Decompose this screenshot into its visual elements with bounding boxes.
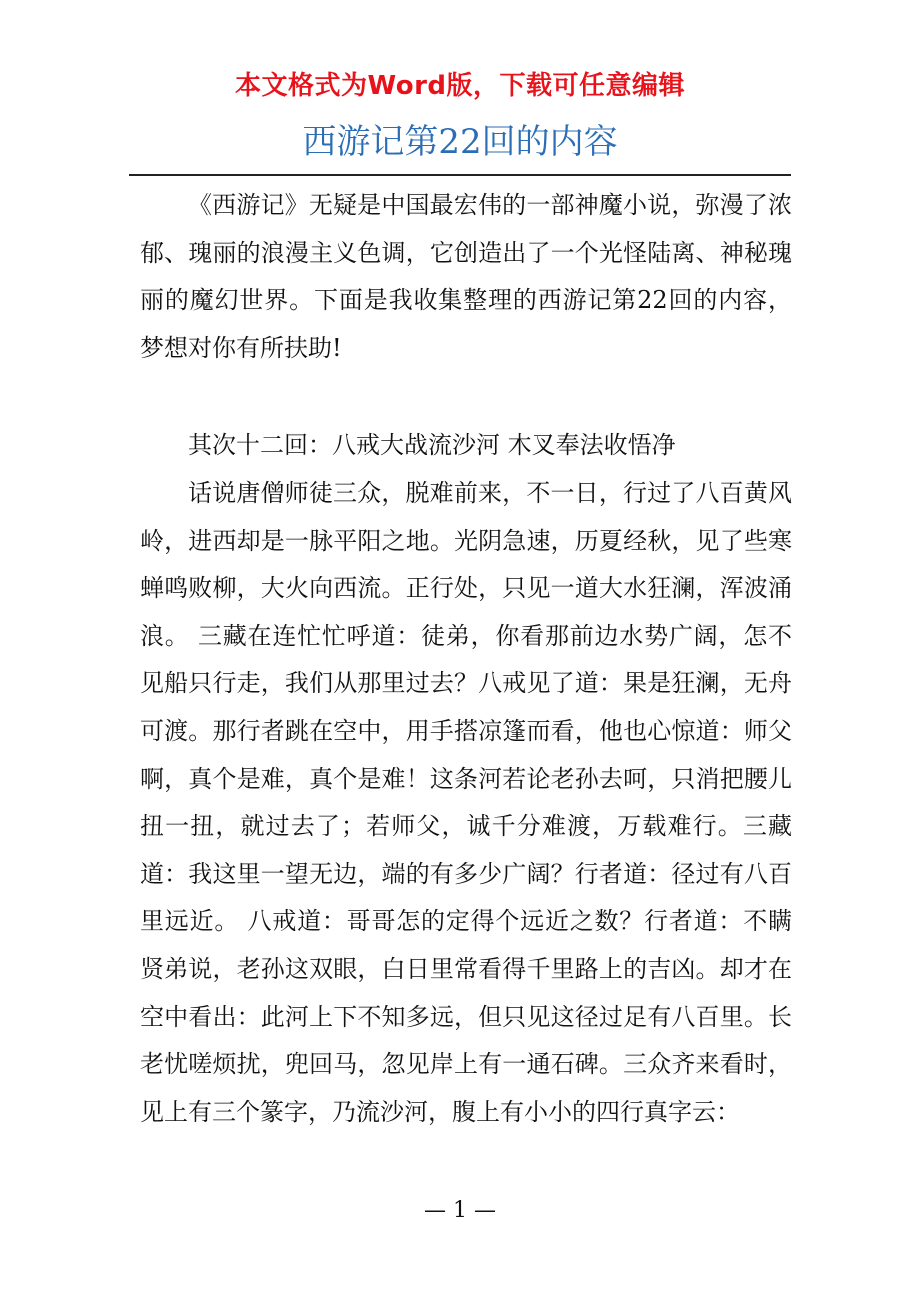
page-number: — 1 — [424, 1198, 496, 1223]
header-divider [129, 174, 791, 176]
chapter-heading: 其次十二回：八戒大战流沙河 木叉奉法收悟净 [188, 431, 676, 459]
download-banner: 本文格式为Word版，下载可任意编辑 [234, 71, 686, 101]
story-paragraph: 话说唐僧师徒三众，脱难前来，不一日，行过了八百黄风岭，进西却是一脉平阳之地。光阴急速，历夏经秋，见了些寒蝉鸣败柳，大火向西流。正行处，只见一道大水狂澜，浑波涌浪。 三藏在连忙忙呼道：徒弟，你看那前边水势广阔，怎不见船只行走，我们从那里过去？八戒见了道：果是狂澜，无舟可渡。那行者跳在空中，用手搭凉篷而看，他也心惊道：师父啊，真个是难，真个是难！这条河若论老孙去呵，只消把腰儿扭一扭，就过去了；若师父，诚千分难渡，万载难行。三藏道：我这里一望无边，端的有多少广阔？行者道：径过有八百里远近。 八戒道：哥哥怎的定得个远近之数？行者道：不瞒贤弟说，老孙这双眼，白日里常看得千里路上的吉凶。却才在空中看出：此河上下不知多远，但只见这径过足有八百里。长老忧嗟烦扰，兜回马，忽见岸上有一通石碑。三众齐来看时，见上有三个篆字，乃流沙河，腹上有小小的四行真字云： [140, 479, 792, 1126]
document-title: 西游记第22回的内容 [302, 122, 618, 162]
intro-paragraph: 《西游记》无疑是中国最宏伟的一部神魔小说，弥漫了浓郁、瑰丽的浪漫主义色调，它创造出了一个光怪陆离、神秘瑰丽的魔幻世界。下面是我收集整理的西游记第22回的内容，梦想对你有所扶助! [140, 191, 792, 362]
